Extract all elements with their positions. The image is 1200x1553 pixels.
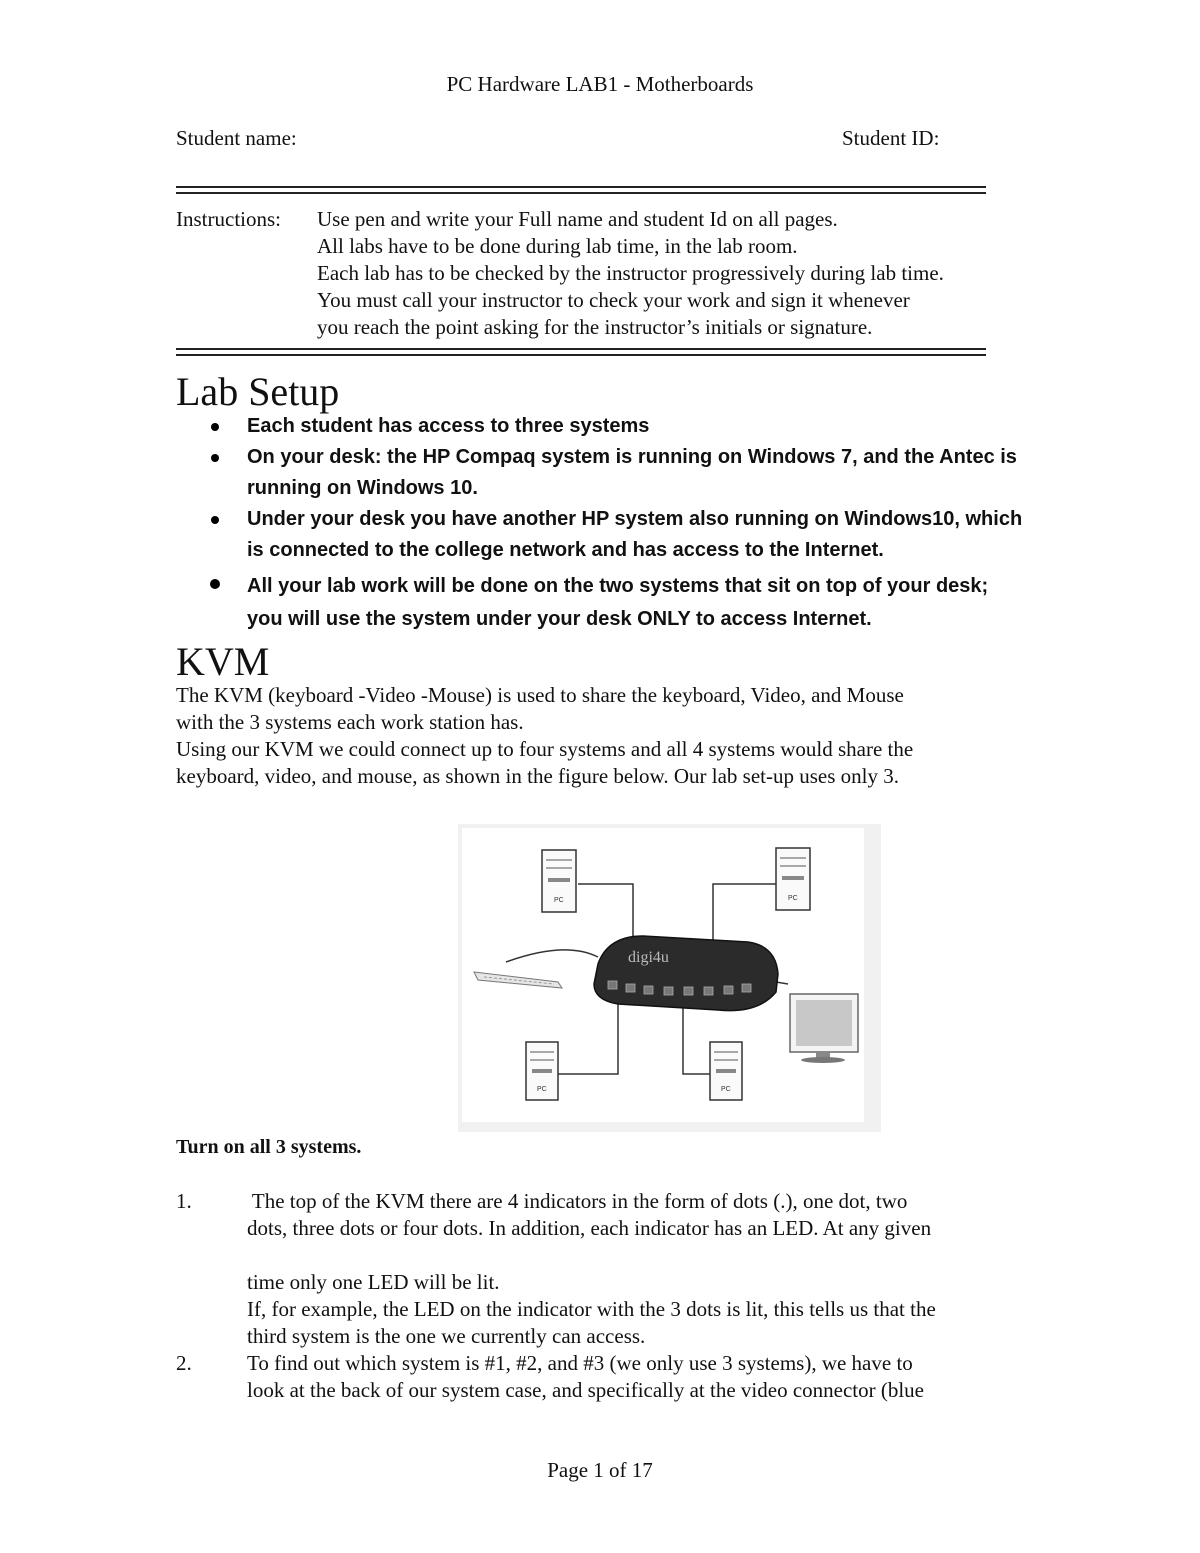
pc-label: PC — [788, 895, 798, 902]
bullet-text: Each student has access to three systems — [247, 415, 650, 437]
pc-label: PC — [721, 1086, 731, 1093]
pc-tower-icon — [526, 1042, 558, 1100]
turn-on-instruction: Turn on all 3 systems. — [176, 1136, 362, 1158]
instruction-line: You must call your instructor to check your work and sign it whenever — [317, 288, 910, 312]
bullet-text: Under your desk you have another HP system also running on Windows10, which — [247, 508, 1023, 530]
step-number: 2. — [176, 1351, 192, 1375]
student-id-label: Student ID: — [842, 126, 940, 150]
document-header: PC Hardware LAB1 - Motherboards — [446, 72, 754, 96]
pc-label: PC — [554, 897, 564, 904]
bullet-text: running on Windows 10. — [247, 477, 478, 499]
pc-tower-icon — [542, 850, 576, 912]
step-line: The top of the KVM there are 4 indicators in the form of dots (.), one dot, two — [247, 1189, 908, 1213]
pc-tower-icon — [710, 1042, 742, 1100]
step-line: dots, three dots or four dots. In addition, each indicator has an LED. At any given — [247, 1216, 932, 1240]
lab-setup-heading: Lab Setup — [176, 369, 340, 414]
kvm-switch-icon — [594, 936, 778, 1011]
monitor-icon — [790, 994, 858, 1063]
page-number: Page 1 of 17 — [547, 1458, 653, 1482]
bullet-text: On your desk: the HP Compaq system is running on Windows 7, and the Antec is — [247, 446, 1017, 468]
kvm-paragraph-line: Using our KVM we could connect up to four systems and all 4 systems would share the — [176, 737, 914, 761]
kvm-paragraph-line: with the 3 systems each work station has. — [176, 710, 524, 734]
bullet-icon — [211, 454, 219, 462]
divider-top-1 — [176, 186, 986, 188]
kvm-paragraph-line: keyboard, video, and mouse, as shown in the figure below. Our lab set-up uses only 3. — [176, 764, 899, 788]
bullet-icon — [210, 579, 220, 589]
pc-label: PC — [537, 1086, 547, 1093]
step-line: third system is the one we currently can access. — [247, 1324, 646, 1348]
instruction-line: you reach the point asking for the instructor’s initials or signature. — [317, 315, 873, 339]
step-number: 1. — [176, 1189, 192, 1213]
divider-bottom-2 — [176, 354, 986, 356]
step-line: If, for example, the LED on the indicator with the 3 dots is lit, this tells us that the — [247, 1297, 936, 1321]
instruction-line: Use pen and write your Full name and student Id on all pages. — [317, 207, 838, 231]
step-line: look at the back of our system case, and specifically at the video connector (blue — [247, 1378, 925, 1402]
instructions-label: Instructions: — [176, 207, 281, 231]
kvm-brand-label: digi4u — [628, 949, 669, 966]
bullet-icon — [211, 423, 219, 431]
student-name-label: Student name: — [176, 126, 297, 150]
divider-top-2 — [176, 192, 986, 194]
bullet-icon — [211, 516, 219, 524]
bullet-text: is connected to the college network and has access to the Internet. — [247, 539, 884, 561]
kvm-heading: KVM — [176, 639, 270, 684]
pc-tower-icon — [776, 848, 810, 910]
kvm-paragraph-line: The KVM (keyboard -Video -Mouse) is used to share the keyboard, Video, and Mouse — [176, 683, 904, 707]
bullet-text: you will use the system under your desk ONLY to access Internet. — [247, 608, 872, 630]
instruction-line: All labs have to be done during lab time, in the lab room. — [317, 234, 798, 258]
step-line: time only one LED will be lit. — [247, 1270, 500, 1294]
kvm-figure — [458, 824, 881, 1132]
step-line: To find out which system is #1, #2, and #3 (we only use 3 systems), we have to — [247, 1351, 913, 1375]
divider-bottom-1 — [176, 348, 986, 350]
instruction-line: Each lab has to be checked by the instructor progressively during lab time. — [317, 261, 944, 285]
bullet-text: All your lab work will be done on the two systems that sit on top of your desk; — [247, 575, 989, 597]
